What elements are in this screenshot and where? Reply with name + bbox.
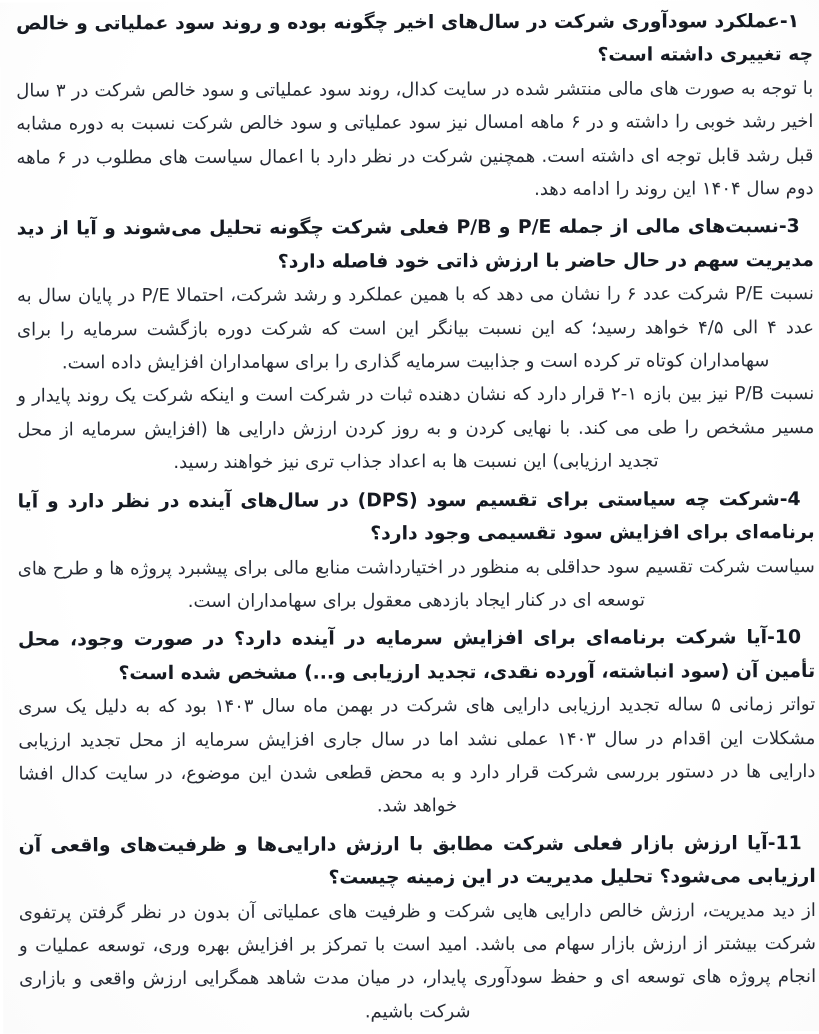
question-11-heading: 11-آیا ارزش بازار فعلی شرکت مطابق با ارزش دارایی‌ها و ظرفیت‌های واقعی آن ارزیابی می‌شود؟ تحلیل مدیریت در این زمینه چیست؟ bbox=[18, 832, 816, 889]
question-3-answer-pb-paragraph: نسبت P/B نیز بین بازه ۱-۲ قرار دارد که نشان دهنده ثبات در شرکت است و اینکه شرکت یک روند پایدار و مسیر مشخص را طی می کند. با نهایی کردن و به روز کردن ارزش دارایی ها (افزایش سرمایه از محل تجدید ارزیابی) این نسبت ها به اعداد جذاب تری نیز خواهند رسید. bbox=[17, 383, 815, 474]
question-10-answer-paragraph: تواتر زمانی ۵ ساله تجدید ارزیابی دارایی های شرکت در بهمن ماه سال ۱۴۰۳ بود که به دلیل یک سری مشکلات این اقدام در سال ۱۴۰۳ عملی نشد اما در سال جاری افزایش سرمایه از محل تجدید ارزیابی دارایی ها در دستور بررسی شرکت قرار دارد و به محض قطعی شدن این موضوع، در سایت کدال افشا خواهد شد. bbox=[18, 694, 816, 817]
question-3-answer-pe-paragraph: نسبت P/E شرکت عدد ۶ را نشان می دهد که با همین عملکرد و رشد شرکت، احتمالا P/E در پایان سال به عدد ۴ الی ۴/۵ خواهد رسید؛ که این نسبت بیانگر این است که شرکت دوره بازگشت سرمایه را برای سهامداران کوتاه تر کرده است و جذابیت سرمایه گذاری را برای سهامداران افزایش داده است. bbox=[16, 283, 815, 374]
question-1-heading: ۱-عملکرد سودآوری شرکت در سال‌های اخیر چگونه بوده و روند سود عملیاتی و خالص چه تغییری داشته است؟ bbox=[16, 11, 814, 67]
question-3-heading: 3-نسبت‌های مالی از جمله P/E و P/B فعلی شرکت چگونه تحلیل می‌شوند و آیا از دید مدیریت سهم در حال حاضر با ارزش ذاتی خود فاصله دارد؟ bbox=[16, 216, 814, 273]
question-11-answer-paragraph: از دید مدیریت، ارزش خالص دارایی هایی شرکت و ظرفیت های عملیاتی آن بدون در نظر گرفتن پرتفوی شرکت بیشتر از ارزش بازار سهام می باشد. امید است با تمرکز بر افزایش بهره وری، توسعه عملیات و انجام پروژه های توسعه ای و حفظ سودآوری پایدار، در میان مدت شاهد همگرایی ارزش واقعی و بازاری شرکت باشیم. bbox=[18, 899, 817, 1023]
question-4-answer-paragraph: سیاست شرکت تقسیم سود حداقلی به منظور در اختیارداشت منابع مالی برای پیشبرد پروژه ها و طرح های توسعه ای در کنار ایجاد بازدهی معقول برای سهامداران است. bbox=[17, 555, 815, 612]
question-10-heading: 10-آیا شرکت برنامه‌ای برای افزایش سرمایه در آینده دارد؟ در صورت وجود، محل تأمین آن (سود انباشته، آورده نقدی، تجدید ارزیابی و...) مشخص شده است؟ bbox=[17, 627, 816, 684]
question-4-heading: 4-شرکت چه سیاستی برای تقسیم سود (DPS) در سال‌های آینده در نظر دارد و آیا برنامه‌ای برای افزایش سود تقسیمی وجود دارد؟ bbox=[17, 488, 815, 545]
question-1-answer-paragraph: با توجه به صورت های مالی منتشر شده در سایت کدال، روند سود عملیاتی و سود خالص شرکت در ۳ سال اخیر رشد خوبی را داشته و در ۶ ماهه امسال نیز سود عملیاتی و سود خالص شرکت نسبت به دوره مشابه قبل رشد قابل توجه ای داشته است. همچنین شرکت در نظر دارد با اعمال سیاست های مطلوب در ۶ ماهه دوم سال ۱۴۰۴ این روند را ادامه دهد. bbox=[16, 77, 814, 200]
